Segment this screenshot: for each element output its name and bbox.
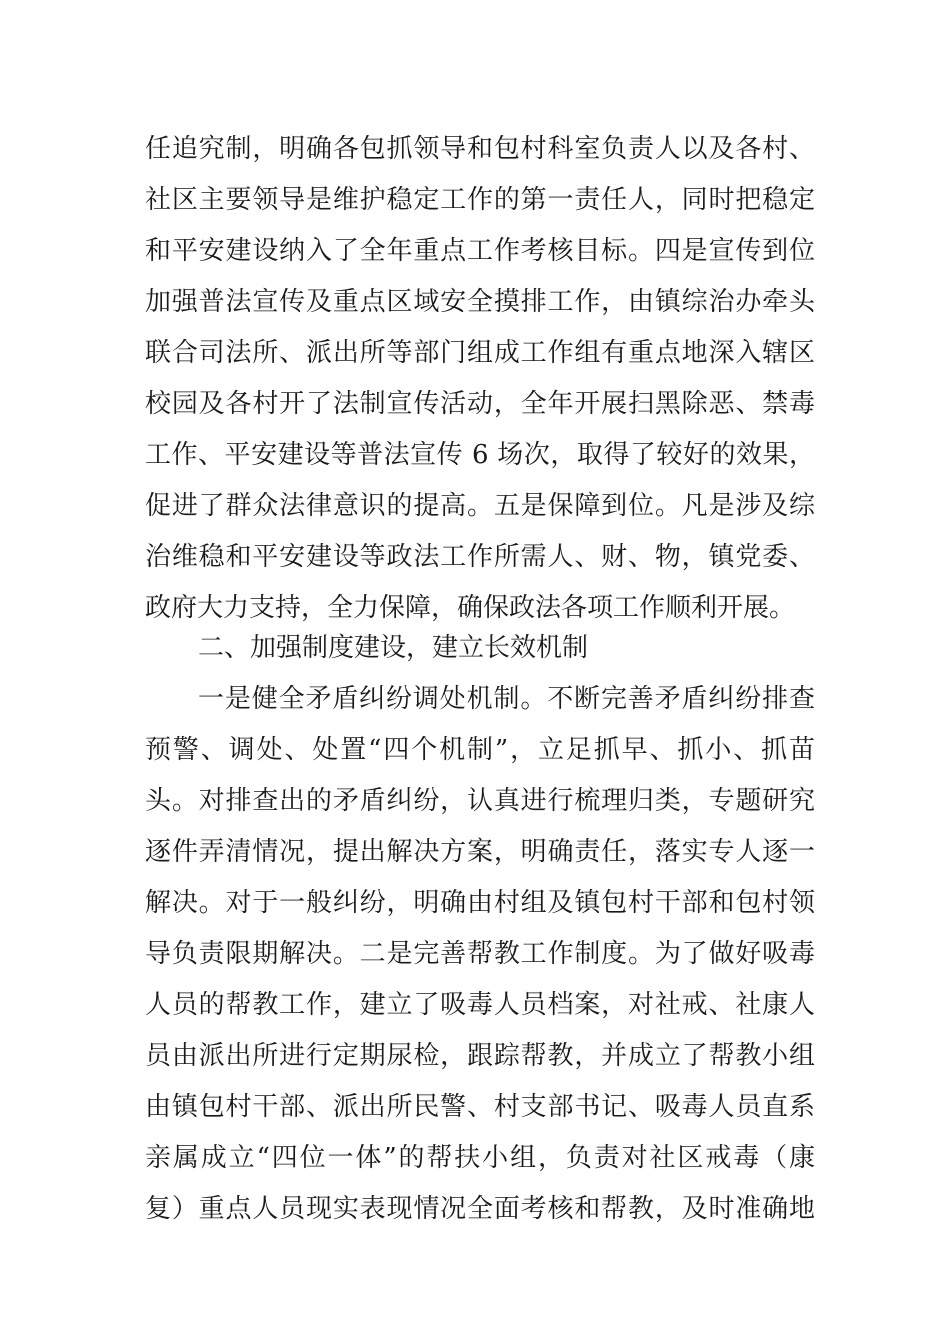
paragraph-line: 加强普法宣传及重点区域安全摸排工作，由镇综治办牵头 (145, 287, 815, 317)
paragraph-line: 亲属成立“四位一体”的帮扶小组，负责对社区戒毒（康 (145, 1143, 815, 1173)
paragraph-line: 工作、平安建设等普法宣传 6 场次，取得了较好的效果， (145, 440, 815, 470)
paragraph-line: 导负责限期解决。二是完善帮教工作制度。为了做好吸毒 (145, 939, 815, 969)
paragraph-line: 由镇包村干部、派出所民警、村支部书记、吸毒人员直系 (145, 1092, 815, 1122)
paragraph-line: 社区主要领导是维护稳定工作的第一责任人，同时把稳定 (145, 185, 815, 215)
paragraph-line: 校园及各村开了法制宣传活动，全年开展扫黑除恶、禁毒 (145, 389, 815, 419)
paragraph-line: 联合司法所、派出所等部门组成工作组有重点地深入辖区 (145, 338, 815, 368)
paragraph-line: 复）重点人员现实表现情况全面考核和帮教，及时准确地 (145, 1194, 815, 1224)
paragraph-line: 人员的帮教工作，建立了吸毒人员档案，对社戒、社康人 (145, 990, 815, 1020)
paragraph-line: 政府大力支持，全力保障，确保政法各项工作顺利开展。 (145, 593, 796, 623)
paragraph-line: 逐件弄清情况，提出解决方案，明确责任，落实专人逐一 (145, 837, 815, 867)
paragraph-line: 任追究制，明确各包抓领导和包村科室负责人以及各村、 (145, 134, 815, 164)
paragraph-line: 促进了群众法律意识的提高。五是保障到位。凡是涉及综 (145, 491, 815, 521)
paragraph-line: 治维稳和平安建设等政法工作所需人、财、物，镇党委、 (145, 542, 815, 572)
paragraph-line: 解决。对于一般纠纷，明确由村组及镇包村干部和包村领 (145, 888, 815, 918)
paragraph-line: 和平安建设纳入了全年重点工作考核目标。四是宣传到位 (145, 236, 815, 266)
paragraph-line: 员由派出所进行定期尿检，跟踪帮教，并成立了帮教小组 (145, 1041, 815, 1071)
paragraph-line: 头。对排查出的矛盾纠纷，认真进行梳理归类，专题研究 (145, 786, 815, 816)
paragraph-line: 预警、调处、处置“四个机制”，立足抓早、抓小、抓苗 (145, 735, 815, 765)
section-heading: 二、加强制度建设，建立长效机制 (198, 633, 589, 663)
paragraph-line: 一是健全矛盾纠纷调处机制。不断完善矛盾纠纷排查 (198, 684, 815, 714)
